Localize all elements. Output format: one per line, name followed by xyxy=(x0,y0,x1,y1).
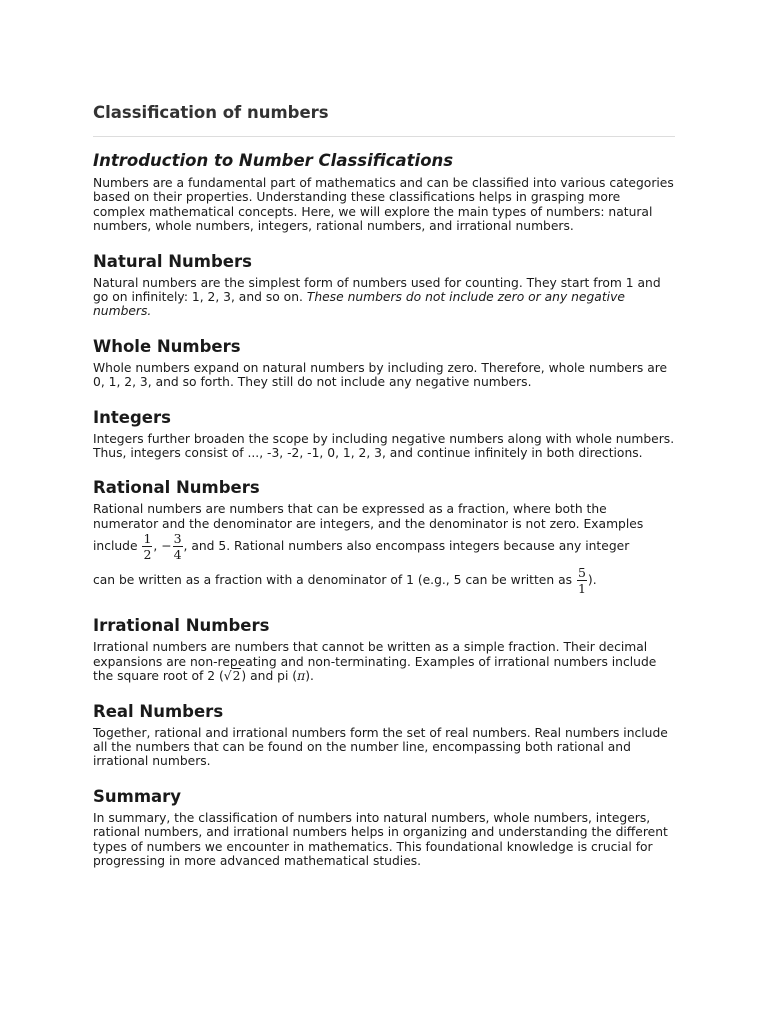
section-integers xyxy=(93,407,675,461)
irrational-text-3: ). xyxy=(305,669,314,684)
fraction-denominator: 2 xyxy=(143,547,152,563)
whole-numbers-paragraph: Whole numbers expand on natural numbers by including zero. Therefore, whole numbers are 0, 1, 2, 3, and so forth. They still do not include any negative numbers. xyxy=(93,360,668,390)
square-root-radicand: 2 xyxy=(232,669,241,684)
integers-heading: Integers xyxy=(93,407,171,427)
rational-text-1: Rational numbers are numbers that can be expressed as a fraction, where both the numerator and the denominator are integers, and the denominator is not zero. Examples include xyxy=(93,502,644,554)
title-divider xyxy=(93,136,675,137)
section-whole-numbers xyxy=(93,336,675,390)
irrational-text-1: Irrational numbers are numbers that cannot be written as a simple fraction. Their decimal expansions are non-repeating and non-terminating. Examples of irrational numbers include the square root of 2 ( xyxy=(93,640,657,684)
natural-numbers-text: Natural numbers are the simplest form of numbers used for counting. They start from 1 and go on infinitely: 1, 2, 3, and so on. xyxy=(93,275,661,305)
rational-text-4: ). xyxy=(587,573,597,588)
square-root-symbol: √ xyxy=(223,669,232,684)
fraction-denominator: 1 xyxy=(577,581,586,597)
natural-numbers-emphasis: These numbers do not include zero or any negative numbers. xyxy=(93,290,625,319)
rational-text-2: , and 5. Rational numbers also encompass integers because any integer xyxy=(183,539,630,554)
section-real-numbers xyxy=(93,701,675,769)
minus-sign: − xyxy=(161,539,172,554)
document-page xyxy=(93,102,675,868)
fraction-numerator: 3 xyxy=(173,531,182,547)
document-title: Classification of numbers xyxy=(93,103,329,122)
irrational-numbers-heading: Irrational Numbers xyxy=(93,616,270,636)
irrational-numbers-paragraph xyxy=(93,640,675,683)
square-root-expression xyxy=(224,668,242,683)
fraction-five-over-one xyxy=(577,565,587,596)
summary-paragraph: In summary, the classification of numbers into natural numbers, whole numbers, integers, rational numbers, and irrational numbers helps in organizing and understanding the different types of numbers we encounter in mathematics. This foundational knowledge is crucial for progressing in more advanced mathematical studies. xyxy=(93,810,668,868)
section-irrational-numbers xyxy=(93,615,675,683)
whole-numbers-heading: Whole Numbers xyxy=(93,336,241,356)
section-rational-numbers xyxy=(93,477,675,598)
real-numbers-paragraph: Together, rational and irrational numbers form the set of real numbers. Real numbers include all the numbers that can be found on the number line, encompassing both rational and irrational numbers. xyxy=(93,725,668,769)
section-natural-numbers xyxy=(93,251,675,319)
natural-numbers-paragraph xyxy=(93,276,675,319)
fraction-separator: , xyxy=(153,539,162,554)
rational-numbers-paragraph xyxy=(93,502,675,598)
summary-heading: Summary xyxy=(93,786,182,806)
fraction-one-half xyxy=(142,531,152,562)
natural-numbers-heading: Natural Numbers xyxy=(93,251,252,271)
pi-symbol: π xyxy=(297,669,306,684)
fraction-three-quarters xyxy=(173,531,183,562)
real-numbers-heading: Real Numbers xyxy=(93,701,224,721)
intro-heading: Introduction to Number Classifications xyxy=(93,151,454,170)
intro-paragraph: Numbers are a fundamental part of mathematics and can be classified into various categories based on their properties. Understanding these classifications helps in grasping more complex mathematical concepts. Here, we will explore the main types of numbers: natural numbers, whole numbers, integers, rational numbers, and irrational numbers. xyxy=(93,176,674,234)
rational-text-3: can be written as a fraction with a denominator of 1 (e.g., 5 can be written as xyxy=(93,573,576,588)
fraction-denominator: 4 xyxy=(173,547,182,563)
integers-paragraph: Integers further broaden the scope by including negative numbers along with whole numbers. Thus, integers consist of ..., -3, -2, -1, 0, 1, 2, 3, and continue infinitely in both directions. xyxy=(93,431,675,461)
fraction-numerator: 5 xyxy=(577,565,586,581)
fraction-numerator: 1 xyxy=(143,531,152,547)
irrational-text-2: ) and pi ( xyxy=(241,669,298,684)
rational-numbers-heading: Rational Numbers xyxy=(93,478,260,498)
section-summary xyxy=(93,786,675,869)
